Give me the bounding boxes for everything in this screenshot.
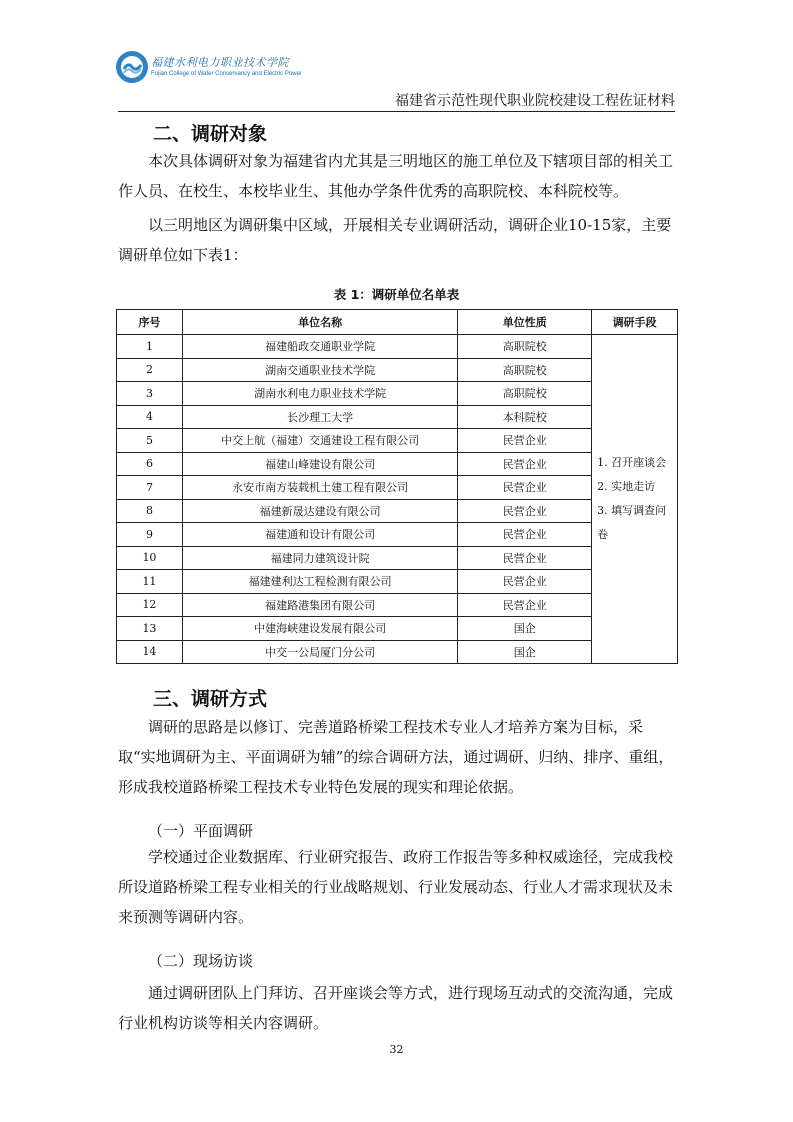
- table-caption: 表 1：调研单位名单表: [333, 287, 460, 302]
- cell-no: 3: [117, 382, 183, 406]
- cell-name: 长沙理工大学: [182, 405, 457, 429]
- header-divider: [118, 111, 675, 112]
- cell-name: 湖南交通职业技术学院: [182, 358, 457, 382]
- cell-name: 福建新晟达建设有限公司: [182, 499, 457, 523]
- cell-no: 7: [117, 476, 183, 500]
- cell-name: 中建海峡建设发展有限公司: [182, 617, 457, 641]
- section-heading-research-targets: 二、调研对象: [153, 123, 268, 145]
- cell-name: 福建建利达工程检测有限公司: [182, 570, 457, 594]
- cell-no: 8: [117, 499, 183, 523]
- cell-type: 民营企业: [458, 499, 592, 523]
- page-number: 32: [389, 1043, 404, 1056]
- cell-type: 民营企业: [458, 570, 592, 594]
- research-units-table: [116, 309, 678, 664]
- cell-type: 高职院校: [458, 358, 592, 382]
- cell-name: 福建路港集团有限公司: [182, 593, 457, 617]
- cell-no: 4: [117, 405, 183, 429]
- subheading-desk-research: （一）平面调研: [148, 822, 254, 840]
- college-logo: [103, 44, 302, 104]
- cell-name: 中交上航（福建）交通建设工程有限公司: [182, 429, 457, 453]
- header-cell-method: 调研手段: [592, 310, 678, 335]
- college-name-cn: 福建水利电力职业技术学院: [151, 56, 289, 69]
- cell-name: 福建同力建筑设计院: [182, 546, 457, 570]
- cell-type: 高职院校: [458, 335, 592, 359]
- cell-type: 民营企业: [458, 476, 592, 500]
- cell-type: 民营企业: [458, 546, 592, 570]
- cell-no: 9: [117, 523, 183, 547]
- cell-name: 中交一公局厦门分公司: [182, 640, 457, 664]
- paragraph-research-scope: 以三明地区为调研集中区域，开展相关专业调研活动，调研企业10-15家，主要调研单位如下表1：: [118, 216, 672, 264]
- college-name-en: Fujian College of Water Conservancy and Electric Power: [151, 71, 302, 77]
- paragraph-research-targets: 本次具体调研对象为福建省内尤其是三明地区的施工单位及下辖项目部的相关工作人员、在校生、本校毕业生、其他办学条件优秀的高职院校、本科院校等。: [118, 152, 674, 200]
- cell-methods: [592, 335, 678, 664]
- header-cell-no: 序号: [117, 310, 183, 335]
- cell-no: 2: [117, 358, 183, 382]
- paragraph-research-approach: 调研的思路是以修订、完善道路桥梁工程技术专业人才培养方案为目标，采取“实地调研为主、平面调研为辅”的综合调研方法，通过调研、归纳、排序、重组，形成我校道路桥梁工程技术专业特色发展的现实和理论依据。: [118, 718, 674, 796]
- cell-no: 11: [117, 570, 183, 594]
- header-title: 福建省示范性现代职业院校建设工程佐证材料: [395, 93, 675, 109]
- cell-no: 14: [117, 640, 183, 664]
- method-item: 卷: [597, 528, 609, 541]
- cell-name: 福建通和设计有限公司: [182, 523, 457, 547]
- cell-type: 国企: [458, 617, 592, 641]
- cell-name: 永安市南方装载机土建工程有限公司: [182, 476, 457, 500]
- college-emblem-icon: [115, 50, 149, 84]
- cell-type: 民营企业: [458, 452, 592, 476]
- method-item: 2. 实地走访: [597, 480, 656, 493]
- cell-no: 1: [117, 335, 183, 359]
- method-item: 3. 填写调查问: [597, 504, 667, 517]
- cell-no: 5: [117, 429, 183, 453]
- cell-no: 6: [117, 452, 183, 476]
- section-heading-research-methods: 三、调研方式: [153, 688, 268, 710]
- method-item: 1. 召开座谈会: [597, 456, 667, 469]
- cell-type: 本科院校: [458, 405, 592, 429]
- cell-no: 10: [117, 546, 183, 570]
- table-row: [117, 335, 678, 359]
- subheading-field-interviews: （二）现场访谈: [148, 952, 254, 970]
- cell-name: 湖南水利电力职业技术学院: [182, 382, 457, 406]
- cell-type: 民营企业: [458, 593, 592, 617]
- cell-no: 13: [117, 617, 183, 641]
- header-cell-type: 单位性质: [458, 310, 592, 335]
- cell-type: 国企: [458, 640, 592, 664]
- cell-type: 高职院校: [458, 382, 592, 406]
- cell-name: 福建山峰建设有限公司: [182, 452, 457, 476]
- table-header-row: [117, 310, 678, 335]
- cell-type: 民营企业: [458, 429, 592, 453]
- header-cell-name: 单位名称: [182, 310, 457, 335]
- cell-type: 民营企业: [458, 523, 592, 547]
- cell-no: 12: [117, 593, 183, 617]
- paragraph-desk-research: 学校通过企业数据库、行业研究报告、政府工作报告等多种权威途径，完成我校所设道路桥梁工程专业相关的行业战略规划、行业发展动态、行业人才需求现状及未来预测等调研内容。: [118, 848, 674, 926]
- cell-name: 福建船政交通职业学院: [182, 335, 457, 359]
- paragraph-field-interviews: 通过调研团队上门拜访、召开座谈会等方式，进行现场互动式的交流沟通，完成行业机构访谈等相关内容调研。: [118, 984, 674, 1032]
